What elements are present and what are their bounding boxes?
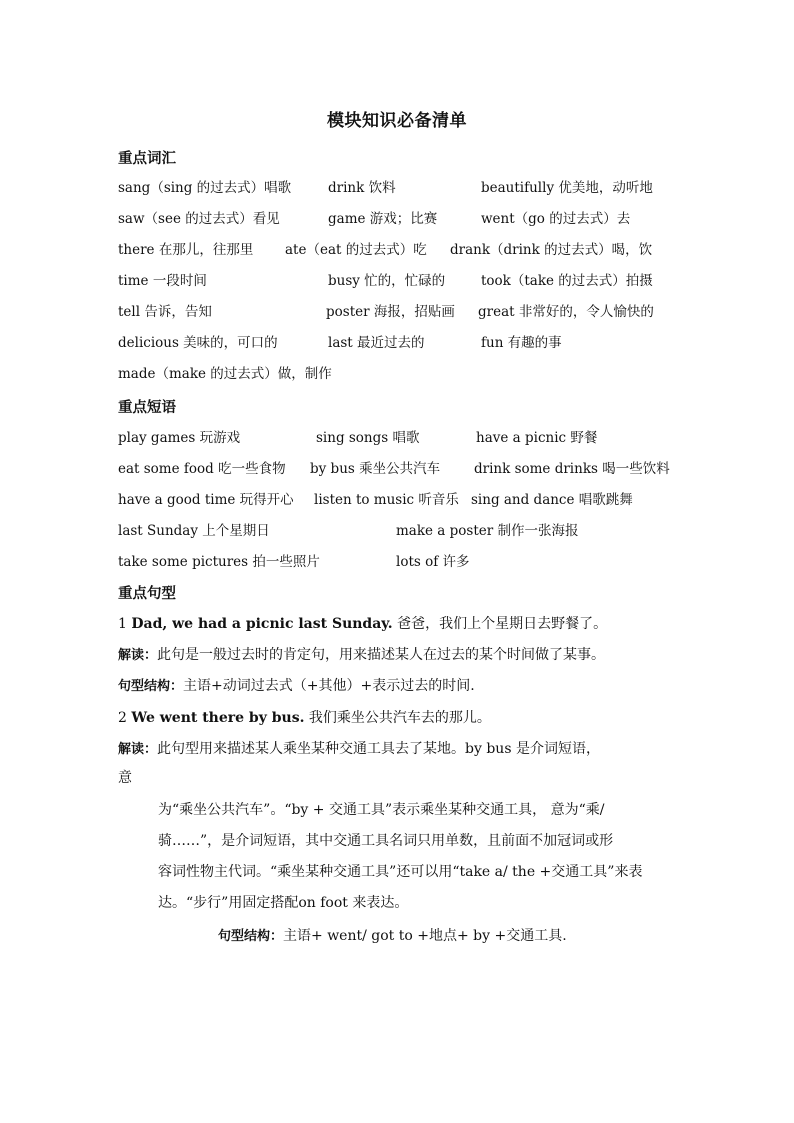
phrase-entry: make a poster 制作一张海报	[396, 523, 579, 539]
sentence-2-structure	[218, 925, 567, 945]
phrase-row	[118, 550, 688, 570]
vocab-entry: busy 忙的，忙碌的	[328, 273, 446, 289]
structure-text: 主语+动词过去式（+其他）+表示过去的时间.	[183, 678, 475, 694]
phrase-entry: play games 玩游戏	[118, 430, 241, 446]
vocab-row	[118, 300, 688, 320]
vocab-row	[118, 269, 688, 289]
sentence-2-number: 2	[118, 710, 127, 726]
sentence-1	[118, 613, 607, 633]
phrase-entry: take some pictures 拍一些照片	[118, 554, 320, 570]
sentences-heading: 重点句型	[118, 585, 176, 602]
explanation-paragraph-line: 达。“步行”用固定搭配on foot 来表达。	[158, 895, 409, 911]
explanation-paragraph-line: 为“乘坐公共汽车”。“by + 交通工具”表示乘坐某种交通工具， 意为“乘/	[158, 802, 605, 818]
vocab-row	[118, 176, 688, 196]
phrase-entry: sing and dance 唱歌跳舞	[471, 492, 633, 508]
sentence-2-english: We went there by bus.	[131, 710, 305, 726]
sentence-1-structure	[118, 675, 475, 695]
phrase-entry: by bus 乘坐公共汽车	[310, 461, 441, 477]
vocab-row	[118, 331, 688, 351]
vocab-entry: time 一段时间	[118, 273, 207, 289]
phrase-row	[118, 457, 688, 477]
vocab-entry: drink 饮料	[328, 180, 396, 196]
vocab-entry: last 最近过去的	[328, 335, 425, 351]
vocab-row	[118, 238, 688, 258]
phrase-entry: lots of 许多	[396, 554, 470, 570]
sentence-1-explanation	[118, 644, 605, 664]
phrase-entry: sing songs 唱歌	[316, 430, 420, 446]
sentence-2-explanation	[118, 738, 600, 758]
vocab-row	[118, 362, 688, 382]
vocab-entry: tell 告诉，告知	[118, 304, 212, 320]
vocab-entry: saw（see 的过去式）看见	[118, 211, 280, 227]
phrase-row	[118, 488, 688, 508]
phrase-entry: have a good time 玩得开心	[118, 492, 294, 508]
phrase-entry: drink some drinks 喝一些饮料	[474, 461, 670, 477]
vocab-entry: took（take 的过去式）拍摄	[481, 273, 653, 289]
phrase-row	[118, 426, 688, 446]
vocab-row	[118, 207, 688, 227]
sentence-2-explanation-cont: 意	[118, 770, 132, 786]
vocab-entry: drank（drink 的过去式）喝，饮	[450, 242, 653, 258]
vocab-entry: ate（eat 的过去式）吃	[285, 242, 427, 258]
phrase-entry: eat some food 吃一些食物	[118, 461, 286, 477]
vocab-entry: there 在那儿，往那里	[118, 242, 254, 258]
structure-text: 主语+ went/ got to +地点+ by +交通工具.	[283, 928, 567, 944]
explanation-text: 此句是一般过去时的肯定句，用来描述某人在过去的某个时间做了某事。	[157, 647, 606, 663]
explanation-text: 此句型用来描述某人乘坐某种交通工具去了某地。by bus 是介词短语，	[157, 741, 600, 757]
page-title: 模块知识必备清单	[327, 111, 467, 131]
explanation-label: 解读：	[118, 648, 158, 663]
vocab-entry: beautifully 优美地，动听地	[481, 180, 653, 196]
phrase-entry: last Sunday 上个星期日	[118, 523, 270, 539]
sentence-1-english: Dad, we had a picnic last Sunday.	[131, 616, 393, 632]
phrase-entry: have a picnic 野餐	[476, 430, 598, 446]
explanation-paragraph-line: 骑……”，是介词短语，其中交通工具名词只用单数，且前面不加冠词或形	[158, 833, 614, 849]
vocab-entry: game 游戏；比赛	[328, 211, 438, 227]
phrases-heading: 重点短语	[118, 399, 176, 416]
vocab-entry: went（go 的过去式）去	[481, 211, 631, 227]
explanation-paragraph-line: 容词性物主代词。“乘坐某种交通工具”还可以用“take a/ the +交通工具”来表	[158, 864, 643, 880]
vocab-entry: fun 有趣的事	[481, 335, 562, 351]
sentence-1-number: 1	[118, 616, 127, 632]
vocab-entry: poster 海报，招贴画	[326, 304, 455, 320]
sentence-2-chinese: 我们乘坐公共汽车去的那儿。	[308, 710, 491, 726]
vocab-entry: made（make 的过去式）做，制作	[118, 366, 332, 382]
vocab-entry: delicious 美味的，可口的	[118, 335, 278, 351]
vocab-entry: sang（sing 的过去式）唱歌	[118, 180, 292, 196]
sentence-1-chinese: 爸爸，我们上个星期日去野餐了。	[397, 616, 608, 632]
phrase-entry: listen to music 听音乐	[314, 492, 459, 508]
structure-label: 句型结构：	[118, 679, 184, 694]
structure-label: 句型结构：	[218, 929, 284, 944]
vocab-heading: 重点词汇	[118, 150, 176, 167]
phrase-row	[118, 519, 688, 539]
sentence-2	[118, 707, 491, 727]
vocab-entry: great 非常好的，令人愉快的	[478, 304, 654, 320]
explanation-label: 解读：	[118, 742, 158, 757]
